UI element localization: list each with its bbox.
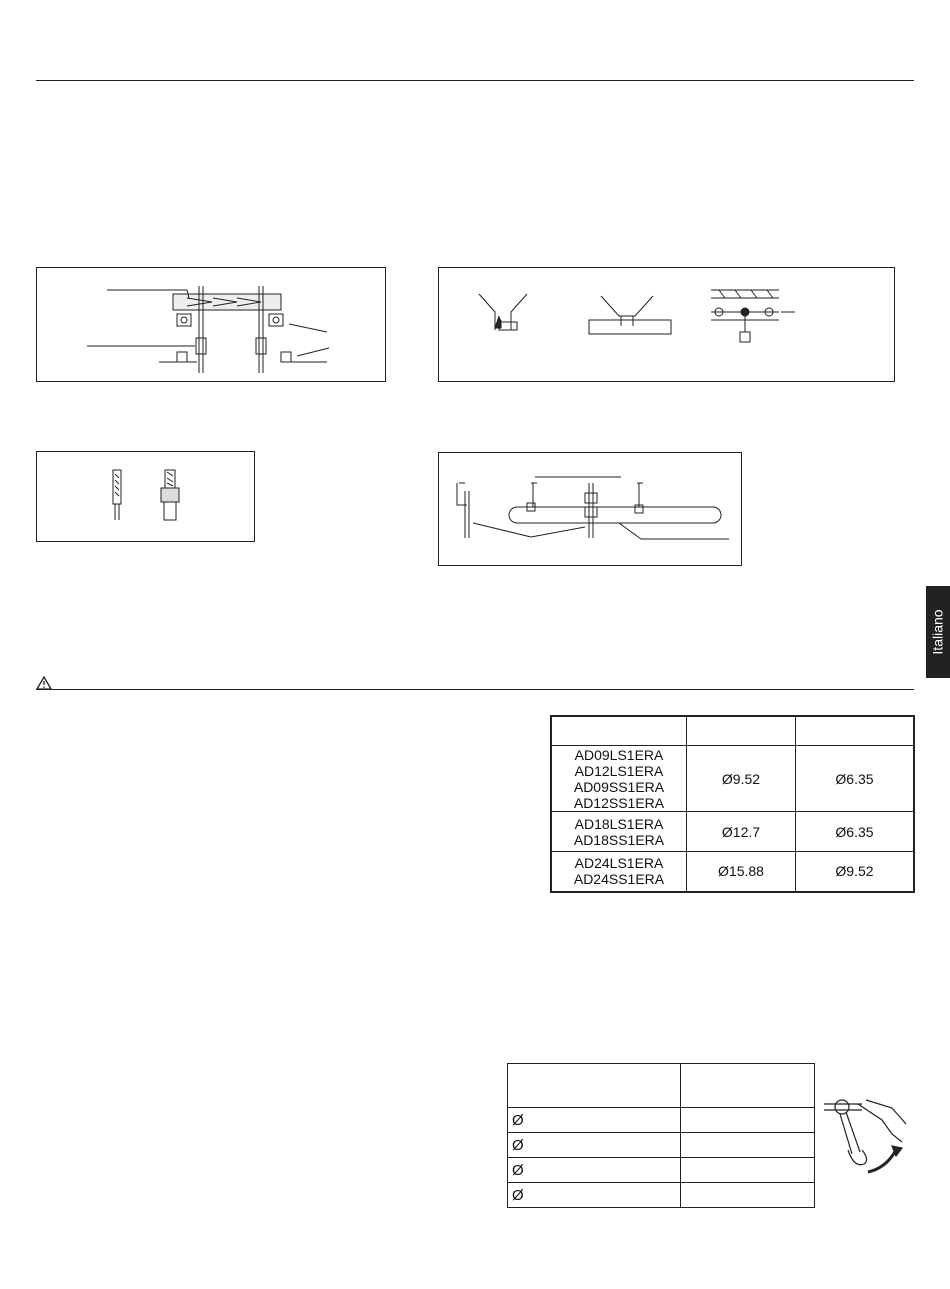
top-rule <box>36 80 914 81</box>
figure-bolt-nut <box>36 451 255 542</box>
figure-hanging-bracket <box>438 452 742 566</box>
figure-anchor-types <box>438 267 895 382</box>
pipe-size: Ø <box>508 1108 681 1133</box>
table-header-row <box>551 716 914 746</box>
table-row <box>508 1183 815 1208</box>
model-cell <box>551 852 687 892</box>
model-name: AD18SS1ERA <box>573 831 665 848</box>
header-gas <box>687 716 796 746</box>
table-row <box>508 1158 815 1183</box>
table-row <box>508 1108 815 1133</box>
liquid-size: Ø6.35 <box>796 746 915 812</box>
torque-value <box>681 1158 815 1183</box>
table-header-row <box>508 1064 815 1108</box>
model-name: AD18LS1ERA <box>574 815 664 832</box>
gas-size: Ø12.7 <box>687 812 796 852</box>
language-tab-label: Italiano <box>930 609 946 655</box>
gas-size: Ø9.52 <box>687 746 796 812</box>
model-name: AD24LS1ERA <box>574 855 664 872</box>
figure-hanging-bolts <box>36 267 386 382</box>
model-name: AD09LS1ERA <box>574 746 664 763</box>
header-torque <box>681 1064 815 1108</box>
pipe-size-table <box>550 715 915 893</box>
torque-value <box>681 1133 815 1158</box>
gas-size: Ø15.88 <box>687 852 796 892</box>
table-row <box>551 812 914 852</box>
section-rule <box>36 689 914 690</box>
torque-value <box>681 1183 815 1208</box>
torque-value <box>681 1108 815 1133</box>
header-liquid <box>796 716 915 746</box>
model-name: AD12SS1ERA <box>573 794 665 811</box>
pipe-size: Ø <box>508 1133 681 1158</box>
wrench-illustration <box>822 1094 910 1184</box>
table-row <box>551 746 914 812</box>
liquid-size: Ø6.35 <box>796 812 915 852</box>
model-name: AD12LS1ERA <box>574 762 664 779</box>
liquid-size: Ø9.52 <box>796 852 915 892</box>
header-pipe-size <box>508 1064 681 1108</box>
torque-table <box>507 1063 815 1208</box>
table-row <box>551 852 914 892</box>
model-name: AD09SS1ERA <box>573 778 665 795</box>
model-cell <box>551 812 687 852</box>
header-model <box>551 716 687 746</box>
model-cell <box>551 746 687 812</box>
pipe-size: Ø <box>508 1183 681 1208</box>
pipe-size: Ø <box>508 1158 681 1183</box>
language-tab <box>926 586 950 678</box>
model-name: AD24SS1ERA <box>573 871 665 888</box>
warning-triangle-icon <box>36 676 52 690</box>
table-row <box>508 1133 815 1158</box>
